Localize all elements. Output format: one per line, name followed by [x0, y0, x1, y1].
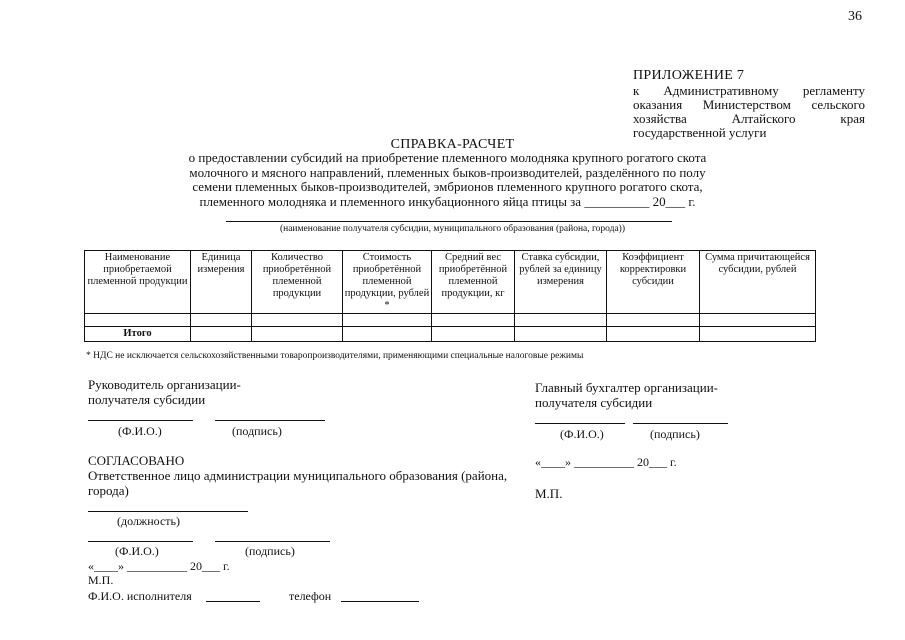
table-cell[interactable] [191, 327, 252, 342]
phone-label: телефон [289, 589, 332, 603]
table-cell[interactable] [432, 327, 515, 342]
table-cell[interactable] [700, 314, 816, 327]
stamp-place-right: М.П. [535, 486, 563, 501]
header-subsidy-sum: Сумма причитающейся субсидии, рублей [700, 251, 816, 314]
table-total-row [85, 327, 816, 342]
responsible-date: «____» __________ 20___ г. [88, 559, 230, 573]
subsidy-table [84, 250, 816, 342]
table-header-row [85, 251, 816, 314]
header-cost: Стоимость приобретённой племенной продукции, рублей * [343, 251, 432, 314]
responsible-signature-field [215, 541, 330, 542]
subtitle-line: семени племенных быков-производителей, эмбрионов племенного крупного рогатого скота, [192, 179, 703, 194]
appendix-line: к Административному регламенту [633, 83, 865, 98]
table-cell[interactable] [252, 327, 343, 342]
head-fio-caption: (Ф.И.О.) [118, 424, 162, 438]
header-coefficient: Коэффициент корректировки субсидии [607, 251, 700, 314]
subtitle-line: о предоставлении субсидий на приобретение племенного молодняка крупного рогатого скота [188, 150, 707, 165]
head-signature-caption: (подпись) [232, 424, 282, 438]
table-cell[interactable] [343, 314, 432, 327]
accountant-fio-field [535, 423, 625, 424]
recipient-name-field [226, 221, 672, 222]
accountant-date: «____» __________ 20___ г. [535, 455, 677, 469]
table-cell[interactable] [607, 327, 700, 342]
header-quantity: Количество приобретённой племенной продукции [252, 251, 343, 314]
executor-field [206, 601, 260, 602]
accountant-signature-field [633, 423, 728, 424]
responsible-fio-field [88, 541, 193, 542]
responsible-label-line2: города) [88, 483, 129, 498]
table-cell[interactable] [343, 327, 432, 342]
approved-label: СОГЛАСОВАНО [88, 453, 185, 468]
appendix-title: ПРИЛОЖЕНИЕ 7 [633, 68, 745, 83]
head-signature-field [215, 420, 325, 421]
subtitle-line: племенного молодняка и племенного инкубационного яйца птицы за __________ 20___ г. [199, 193, 696, 209]
table-cell[interactable] [85, 314, 191, 327]
position-field [88, 511, 248, 512]
table-cell[interactable] [607, 314, 700, 327]
header-subsidy-rate: Ставка субсидии, рублей за единицу измерения [515, 251, 607, 314]
footnote: * НДС не исключается сельскохозяйственными товаропроизводителями, применяющими специальные налоговые режимы [86, 351, 584, 361]
head-fio-field [88, 420, 193, 421]
table-row [85, 314, 816, 327]
appendix-block [633, 68, 865, 140]
document-title: СПРАВКА-РАСЧЕТ [390, 137, 515, 152]
head-label-line2: получателя субсидии [88, 392, 206, 407]
head-label-line1: Руководитель организации- [88, 377, 241, 392]
stamp-place-left: М.П. [88, 573, 114, 587]
phone-field [341, 601, 419, 602]
table-cell[interactable] [191, 314, 252, 327]
table-cell[interactable] [252, 314, 343, 327]
accountant-label-line2: получателя субсидии [535, 395, 653, 410]
position-caption: (должность) [117, 514, 180, 528]
appendix-line: государственной услуги [633, 125, 767, 140]
accountant-signature-caption: (подпись) [650, 427, 700, 441]
responsible-label-line1: Ответственное лицо администрации муниципального образования (района, [88, 468, 508, 483]
table-cell[interactable] [700, 327, 816, 342]
recipient-label: (наименование получателя субсидии, муниципального образования (района, города)) [279, 224, 626, 234]
table-cell[interactable] [515, 314, 607, 327]
header-unit: Единица измерения [191, 251, 252, 314]
subtitle-line: молочного и мясного направлений, племенных быков-производителей, разделённого по полу [189, 164, 706, 180]
page-number: 36 [848, 9, 862, 24]
responsible-signature-caption: (подпись) [245, 544, 295, 558]
table-cell[interactable] [432, 314, 515, 327]
header-product-name: Наименование приобретаемой племенной продукции [85, 251, 191, 314]
accountant-fio-caption: (Ф.И.О.) [560, 427, 604, 441]
accountant-label-line1: Главный бухгалтер организации- [535, 380, 718, 395]
document-subtitle [150, 151, 745, 209]
executor-label: Ф.И.О. исполнителя [88, 589, 192, 603]
appendix-line: оказания Министерством сельского [633, 97, 865, 112]
responsible-fio-caption: (Ф.И.О.) [115, 544, 159, 558]
appendix-line: хозяйства Алтайского края [633, 111, 865, 126]
total-label: Итого [85, 327, 191, 342]
header-average-weight: Средний вес приобретённой племенной продукции, кг [432, 251, 515, 314]
table-cell[interactable] [515, 327, 607, 342]
